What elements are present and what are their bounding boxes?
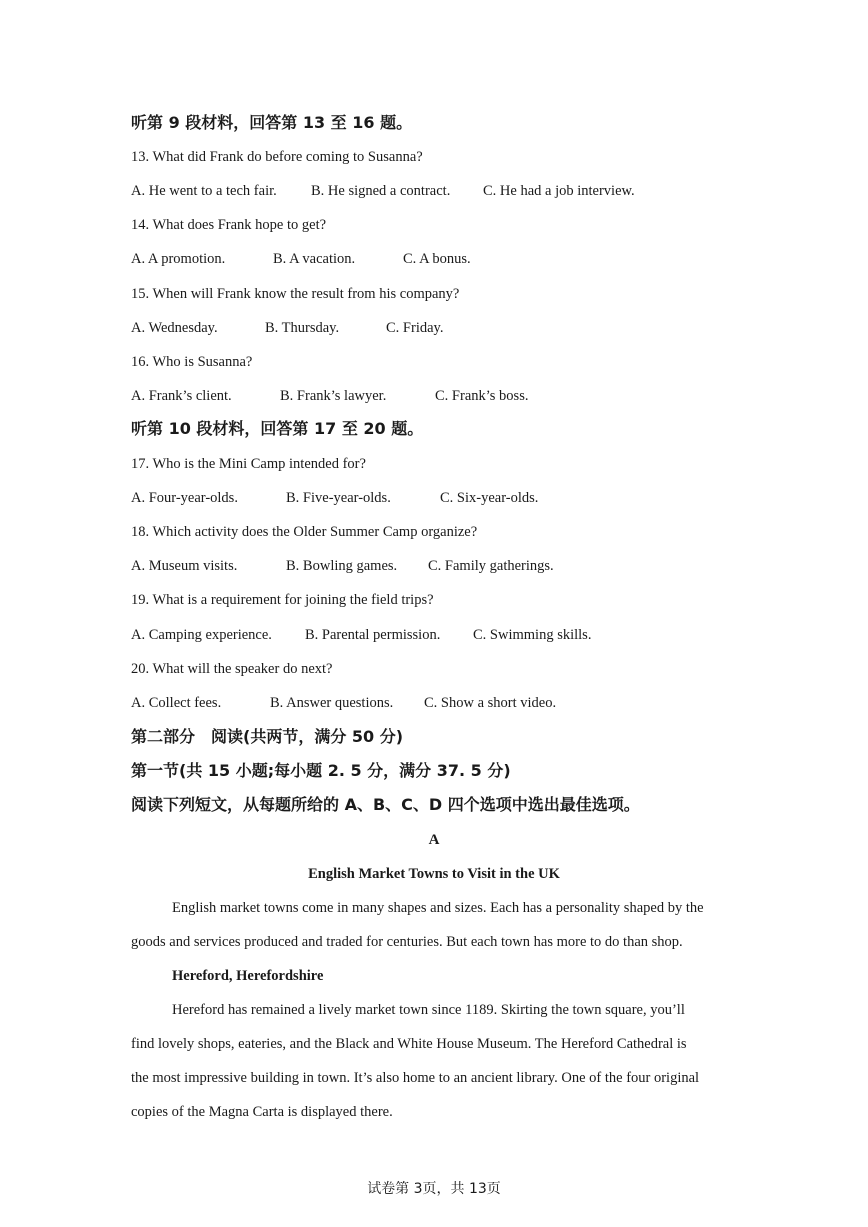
option-16-c: C. Frank’s boss.: [435, 388, 529, 404]
body-line-2: find lovely shops, eateries, and the Black and White House Museum. The Hereford Cathedral is: [131, 1036, 687, 1052]
option-15-a: A. Wednesday.: [131, 320, 218, 336]
reading-instruction: 阅读下列短文，从每题所给的 A、B、C、D 四个选项中选出最佳选项。: [131, 795, 640, 814]
options-13: [131, 181, 635, 201]
option-20-c: C. Show a short video.: [424, 695, 557, 711]
question-17: 17. Who is the Mini Camp intended for?: [131, 456, 366, 472]
option-16-a: A. Frank’s client.: [131, 388, 232, 404]
question-15: 15. When will Frank know the result from his company?: [131, 286, 460, 302]
option-14-a: A. A promotion.: [131, 251, 226, 267]
question-14: 14. What does Frank hope to get?: [131, 217, 327, 233]
section-10-heading: 听第 10 段材料，回答第 17 至 20 题。: [131, 419, 424, 438]
options-17: [131, 488, 538, 508]
option-18-b: B. Bowling games.: [286, 558, 398, 574]
passage-subtitle: Hereford, Herefordshire: [172, 968, 324, 984]
option-14-b: B. A vacation.: [273, 251, 356, 267]
body-line-1: Hereford has remained a lively market town since 1189. Skirting the town square, you’ll: [172, 1002, 685, 1018]
option-20-b: B. Answer questions.: [270, 695, 394, 711]
option-17-b: B. Five-year-olds.: [286, 490, 391, 506]
passage-title: English Market Towns to Visit in the UK: [308, 866, 560, 882]
option-17-c: C. Six-year-olds.: [440, 490, 539, 506]
option-19-a: A. Camping experience.: [131, 627, 272, 643]
intro-line-2: goods and services produced and traded for centuries. But each town has more to do than shop.: [131, 934, 683, 950]
section-9-heading: 听第 9 段材料，回答第 13 至 16 题。: [131, 113, 413, 132]
body-line-4: copies of the Magna Carta is displayed there.: [131, 1104, 393, 1120]
option-19-c: C. Swimming skills.: [473, 627, 592, 643]
options-16: [131, 386, 528, 406]
option-15-c: C. Friday.: [386, 320, 444, 336]
options-14: [131, 249, 471, 269]
passage-letter: A: [428, 832, 440, 848]
option-18-a: A. Museum visits.: [131, 558, 238, 574]
option-13-b: B. He signed a contract.: [311, 183, 451, 199]
option-14-c: C. A bonus.: [403, 251, 471, 267]
body-line-3: the most impressive building in town. It’s also home to an ancient library. One of the four original: [131, 1070, 700, 1086]
option-18-c: C. Family gatherings.: [428, 558, 554, 574]
options-18: [131, 556, 554, 576]
intro-line-1: English market towns come in many shapes and sizes. Each has a personality shaped by the: [172, 900, 704, 916]
question-18: 18. Which activity does the Older Summer Camp organize?: [131, 524, 478, 540]
page-footer: 试卷第 3页，共 13页: [367, 1181, 501, 1197]
part-2-heading: 第二部分 阅读(共两节，满分 50 分): [131, 727, 404, 746]
options-19: [131, 625, 591, 645]
option-15-b: B. Thursday.: [265, 320, 340, 336]
question-13: 13. What did Frank do before coming to Susanna?: [131, 149, 423, 165]
part-2-sub-heading: 第一节(共 15 小题;每小题 2. 5 分，满分 37. 5 分): [131, 761, 511, 780]
options-15: [131, 318, 443, 338]
options-20: [131, 693, 556, 713]
question-19: 19. What is a requirement for joining the field trips?: [131, 592, 434, 608]
option-13-a: A. He went to a tech fair.: [131, 183, 277, 199]
option-19-b: B. Parental permission.: [305, 627, 441, 643]
question-20: 20. What will the speaker do next?: [131, 661, 333, 677]
question-16: 16. Who is Susanna?: [131, 354, 253, 370]
option-16-b: B. Frank’s lawyer.: [280, 388, 387, 404]
option-17-a: A. Four-year-olds.: [131, 490, 238, 506]
option-13-c: C. He had a job interview.: [483, 183, 635, 199]
option-20-a: A. Collect fees.: [131, 695, 222, 711]
